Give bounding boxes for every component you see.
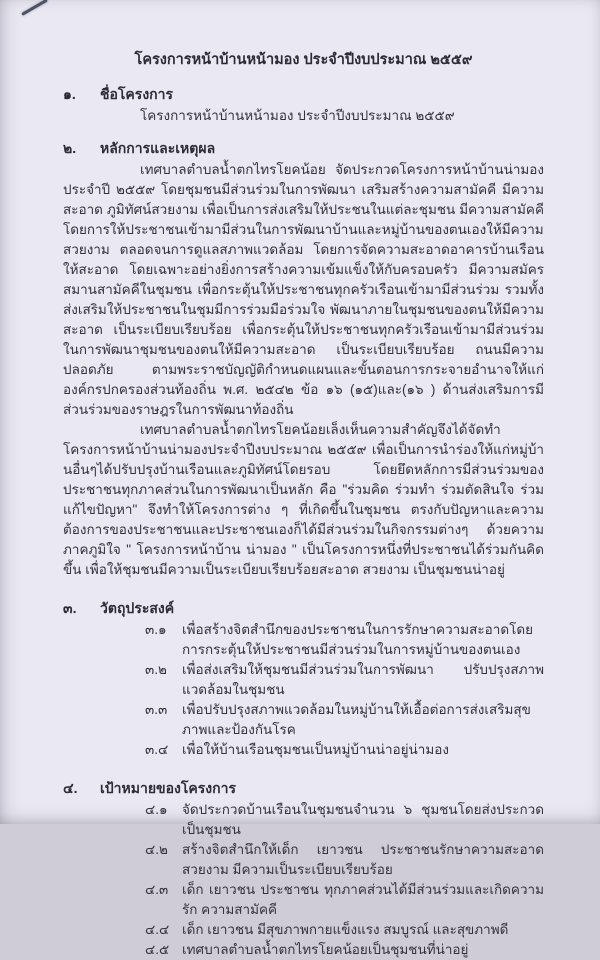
section-number: ๒. — [63, 140, 77, 156]
section-project-name — [63, 84, 544, 126]
section-heading-row — [63, 138, 544, 158]
section-targets — [63, 778, 544, 960]
list-item — [63, 740, 544, 760]
item-number: ๓.๔ — [145, 742, 169, 757]
item-text: เพื่อส่งเสริมให้ชุมชนมีส่วนร่วมในการพัฒนา ปรับปรุงสภาพแวดล้อมในชุมชน — [182, 662, 544, 697]
item-number: ๔.๒ — [145, 842, 168, 857]
section-heading-row — [63, 778, 544, 798]
item-number: ๔.๔ — [145, 922, 170, 937]
item-number: ๓.๑ — [145, 622, 167, 637]
section-heading-row — [63, 84, 544, 104]
item-text: เพื่อปรับปรุงสภาพแวดล้อมในหมู่บ้านให้เอื้อต่อการส่งเสริมสุขภาพและป้องกันโรค — [182, 702, 531, 737]
item-number: ๔.๑ — [145, 802, 168, 817]
list-item — [63, 620, 544, 660]
section-number: ๑. — [63, 86, 76, 102]
section-number: ๓. — [63, 600, 77, 616]
section-number: ๔. — [63, 780, 78, 796]
section-objectives — [63, 598, 544, 760]
section-heading: ชื่อโครงการ — [100, 86, 174, 102]
objectives-list — [63, 620, 544, 760]
list-item — [63, 880, 544, 920]
list-item — [63, 940, 544, 960]
section-heading-row — [63, 598, 544, 618]
item-text: เด็ก เยาวชน มีสุขภาพกายแข็งแรง สมบูรณ์ และสุขภาพดี — [182, 922, 509, 937]
item-number: ๓.๒ — [145, 662, 167, 677]
item-number: ๔.๕ — [145, 942, 170, 957]
list-item — [63, 660, 544, 700]
item-text: จัดประกวดบ้านเรือนในชุมชนจำนวน ๖ ชุมชนโดยส่งประกวดเป็นชุมชน — [182, 802, 544, 837]
project-name-line: โครงการหน้าบ้านหน้ามอง ประจำปีงบประมาณ ๒๕๕๙ — [140, 108, 455, 123]
section-heading: หลักการและเหตุผล — [100, 140, 216, 156]
list-item — [63, 700, 544, 740]
item-text: เพื่อสร้างจิตสำนึกของประชาชนในการรักษาความสะอาดโดยการกระตุ้นให้ประชาชนมีส่วนร่วมในการหมู่บ้านของตนเอง — [182, 622, 534, 657]
section-rationale — [63, 138, 544, 580]
page-title: โครงการหน้าบ้านหน้ามอง ประจำปีงบประมาณ ๒๕๕๙ — [134, 52, 473, 68]
item-text: เพื่อให้บ้านเรือนชุมชนเป็นหมู่บ้านน่าอยู่น่ามอง — [182, 742, 449, 757]
rationale-paragraph-1: เทศบาลตำบลน้ำตกไทรโยคน้อย จัดประกวดโครงการหน้าบ้านน่ามอง ประจำปี ๒๕๕๙ โดยชุมชนมีส่วนร่วมในการพัฒนา เสริมสร้างความสามัคคี มีความสะอาด ภูมิทัศน์สวยงาม เพื่อเป็นการส่งเสริมให้ประชนในแต่ละชุมชน มีความสามัคคี โดยการให้ประชาชนเข้ามามีส่วนในการพัฒนาบ้านและหมู่บ้านของตนเองให้มีความสวยงาม ตลอดจนการดูแลสภาพแวดล้อม โดยการจัดความสะอาดอาคารบ้านเรือนให้สะอาด โดยเฉพาะอย่างยิ่งการสร้างความเข้มแข็งให้กับครอบครัว มีความสมัครสมานสามัคคีในชุมชน เพื่อกระตุ้นให้ประชาชนทุกครัวเรือนเข้ามามีส่วนร่วม รวมทั้งส่งเสริมให้ประชาชนในชุมมีการร่วมมือร่วมใจ พัฒนาภายในชุมชนของตนให้มีความสะอาด เป็นระเบียบเรียบร้อย เพื่อกระตุ้นให้ประชาชนทุกครัวเรือนเข้ามามีส่วนร่วมในการพัฒนาชุมชนของตนให้มีความสะอาด เป็นระเบียบเรียบร้อย ถนนมีความปลอดภัย ตามพระราชบัญญัติกำหนดแผนและขั้นตอนการกระจายอำนาจให้แก่องค์กรปกครองส่วนท้องถิ่น พ.ศ. ๒๕๔๒ ข้อ ๑๖ (๑๕)และ(๑๖ ) ด้านส่งเสริมการมีส่วนร่วมของราษฎรในการพัฒนาท้องถิ่น — [63, 162, 544, 417]
item-text: เทศบาลตำบลน้ำตกไทรโยคน้อยเป็นชุมชนที่น่าอยู่ — [182, 942, 469, 957]
list-item — [63, 840, 544, 880]
rationale-paragraph-2: เทศบาลตำบลน้ำตกไทรโยคน้อยเล็งเห็นความสำคัญจึงได้จัดทำโครงการหน้าบ้านน่ามองประจำปีงบประมาณ ๒๕๕๙ เพื่อเป็นการนำร่องให้แก่หมู่บ้านอื่นๆได้ปรับปรุงบ้านเรือนและภูมิทัศน์โดยรอบ โดยยึดหลักการมีส่วนร่วมของประชาชนทุกภาคส่วนในการพัฒนาเป็นหลัก คือ "ร่วมคิด ร่วมทำ ร่วมตัดสินใจ ร่วมแก้ไขปัญหา" จึงทำให้โครงการต่าง ๆ ที่เกิดขึ้นในชุมชน ตรงกับปัญหาและความต้องการของประชาชนและประชาชนเองก็ได้มีส่วนร่วมในกิจกรรมต่างๆ ด้วยความภาคภูมิใจ " โครงการหน้าบ้าน น่ามอง " เป็นโครงการหนึ่งที่ประชาชนได้ร่วมกันคิดขึ้น เพื่อให้ชุมชนมีความเป็นระเบียบเรียบร้อยสะอาด สวยงาม เป็นชุมชนน่าอยู่ — [63, 422, 544, 577]
section-heading: เป้าหมายของโครงการ — [100, 780, 236, 796]
list-item — [63, 920, 544, 940]
item-number: ๓.๓ — [145, 702, 168, 717]
item-text: สร้างจิตสำนึกให้เด็ก เยาวชน ประชาชนรักษาความสะอาด สวยงาม มีความเป็นระเบียบเรียบร้อย — [182, 842, 544, 877]
item-number: ๔.๓ — [145, 882, 169, 897]
section-heading: วัตถุประสงค์ — [100, 600, 175, 616]
item-text: เด็ก เยาวชน ประชาชน ทุกภาคส่วนได้มีส่วนร่วมและเกิดความรัก ความสามัคคี — [182, 882, 544, 917]
list-item — [63, 800, 544, 840]
targets-list — [63, 800, 544, 960]
